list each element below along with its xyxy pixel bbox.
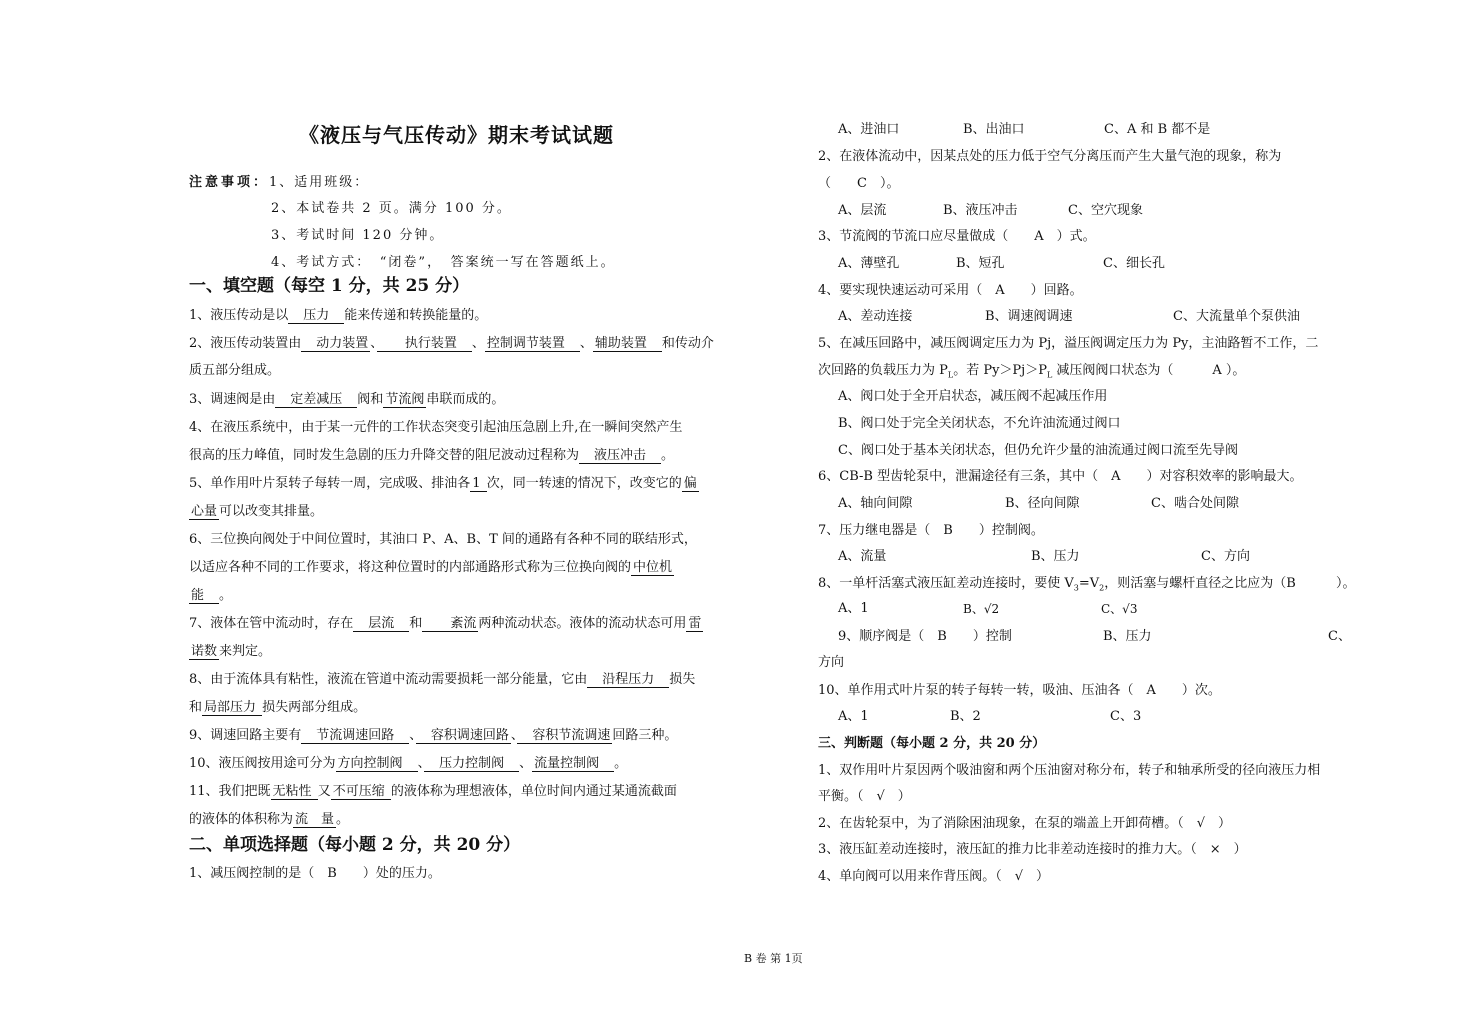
choice-q5-option-b: B、阀口处于完全关闭状态，不允许油流通过阀口 bbox=[838, 416, 1121, 431]
answer-blank: 容积节流调速 bbox=[519, 728, 611, 743]
answer-blank: 层流 bbox=[355, 616, 408, 631]
answer-blank: 无粘性 bbox=[272, 784, 316, 799]
choice-q9-stem: 9、顺序阀是（ B ）控制 B、压力 C、 bbox=[838, 629, 1351, 644]
fill-q4: 4、在液压系统中，由于某一元件的工作状态突变引起油压急剧上升,在一瞬间突然产生 bbox=[189, 420, 683, 435]
answer-blank: 液压冲击 bbox=[581, 448, 660, 463]
fill-q5-cont: 心量 可以改变其排量。 bbox=[191, 504, 324, 519]
choice-q9-cont: 方向 bbox=[818, 655, 845, 670]
notice-item-2: 2、本试卷共 2 页。满分 100 分。 bbox=[271, 201, 512, 216]
page-title: 《液压与气压传动》期末考试试题 bbox=[299, 123, 614, 147]
fill-q10: 10、液压阀按用途可分为 方向控制阀 、 压力控制阀 、 流量控制阀 。 bbox=[189, 756, 628, 771]
fill-q5: 5、单作用叶片泵转子每转一周，完成吸、排油各 1 次，同一转速的情况下，改变它的 偏 bbox=[189, 476, 697, 491]
choice-q6-options: A、轴向间隙 B、径向间隙 C、啮合处间隙 bbox=[838, 496, 1239, 511]
answer-blank: 偏 bbox=[683, 476, 697, 491]
judge-q1: 1、双作用叶片泵因两个吸油窗和两个压油窗对称分布，转子和轴承所受的径向液压力相 bbox=[818, 763, 1321, 778]
choice-q10-stem: 10、单作用式叶片泵的转子每转一转，吸油、压油各（ A ）次。 bbox=[818, 683, 1221, 698]
answer-blank: 执行装置 bbox=[378, 336, 470, 351]
fill-q7-cont: 诺数 来判定。 bbox=[191, 644, 272, 659]
notice-item-1: 注意事项：1、适用班级： bbox=[189, 175, 370, 190]
choice-q7-stem: 7、压力继电器是（ B ）控制阀。 bbox=[818, 523, 1044, 538]
choice-q2-stem: 2、在液体流动中，因某点处的压力低于空气分离压而产生大量气泡的现象，称为 bbox=[818, 149, 1282, 164]
notice-label: 注意事项： bbox=[189, 175, 270, 190]
choice-q5-option-c: C、阀口处于基本关闭状态，但仍允许少量的油流通过阀口流至先导阀 bbox=[838, 443, 1238, 458]
choice-q10-options: A、1 B、2 C、3 bbox=[838, 709, 1142, 724]
choice-q5-stem: 5、在减压回路中，减压阀调定压力为 Pj，溢压阀调定压力为 Py，主油路暂不工作，二 bbox=[818, 336, 1319, 351]
answer-blank: 控制调节装置 bbox=[486, 336, 578, 351]
judge-q3: 3、液压缸差动连接时，液压缸的推力比非差动连接时的推力大。（ × ） bbox=[818, 842, 1247, 857]
fill-q9: 9、调速回路主要有 节流调速回路 、 容积调速回路 、 容积节流调速 回路三种。 bbox=[189, 728, 678, 743]
choice-q5-stem-cont: 次回路的负载压力为 $P_L$。若 $Py>Pj>P_L$ 减压阀阀口状态为（ A ）。 bbox=[818, 363, 1246, 380]
choice-q8-options: A、1 B、√2 C、√3 bbox=[838, 601, 1138, 616]
choice-q1-stem: 1、减压阀控制的是（ B ）处的压力。 bbox=[189, 866, 441, 881]
answer-blank: 局部压力 bbox=[204, 700, 261, 715]
answer-blank: 诺数 bbox=[191, 644, 218, 659]
answer-blank: 紊流 bbox=[424, 616, 477, 631]
fill-q6-cont: 以适应各种不同的工作要求，将这种位置时的内部通路形式称为三位换向阀的 中位机 bbox=[189, 560, 673, 575]
fill-q3: 3、调速阀是由 定差减压 阀和 节流阀 串联而成的。 bbox=[189, 392, 505, 407]
fill-q4-cont: 很高的压力峰值，同时发生急剧的压力升降交替的阻尼波动过程称为 液压冲击 。 bbox=[189, 448, 675, 463]
fill-q11: 11、我们把既 无粘性 又 不可压缩 的液体称为理想液体，单位时间内通过某通流截面 bbox=[189, 784, 677, 799]
judge-q4: 4、单向阀可以用来作背压阀。（ √ ） bbox=[818, 869, 1050, 884]
answer-blank: 沿程压力 bbox=[589, 672, 668, 687]
choice-q2-options: A、层流 B、液压冲击 C、空穴现象 bbox=[838, 203, 1143, 218]
choice-q4-stem: 4、要实现快速运动可采用（ A ）回路。 bbox=[818, 283, 1083, 298]
answer-blank: 辅助装置 bbox=[594, 336, 660, 351]
choice-q7-options: A、流量 B、压力 C、方向 bbox=[838, 549, 1250, 564]
choice-q6-stem: 6、CB-B 型齿轮泵中，泄漏途径有三条，其中（ A ）对容积效率的影响最大。 bbox=[818, 469, 1303, 484]
answer-blank: 1 bbox=[472, 476, 485, 491]
answer-blank: 中位机 bbox=[633, 560, 673, 575]
answer-blank: 压力 bbox=[290, 308, 343, 323]
fill-q1: 1、液压传动是以 压力 能来传递和转换能量的。 bbox=[189, 308, 488, 323]
fill-q8: 8、由于流体具有粘性，液流在管道中流动需要损耗一部分能量，它由 沿程压力 损失 bbox=[189, 672, 696, 687]
fill-q8-cont: 和 局部压力 损失两部分组成。 bbox=[189, 700, 367, 715]
answer-blank: 压力控制阀 bbox=[426, 756, 518, 771]
section-2-heading: 二、单项选择题（每小题 2 分，共 20 分） bbox=[189, 835, 521, 855]
answer-blank: 雷 bbox=[688, 616, 702, 631]
answer-blank: 流 量 bbox=[295, 812, 335, 827]
notice-item-3: 3、考试时间 120 分钟。 bbox=[271, 228, 445, 243]
answer-blank: 动力装置 bbox=[303, 336, 369, 351]
fill-q11-cont: 的液体的体积称为 流 量 。 bbox=[189, 812, 350, 827]
page-footer: B 卷 第 1页 bbox=[744, 952, 803, 965]
answer-blank: 流量控制阀 bbox=[534, 756, 613, 771]
fill-q7: 7、液体在管中流动时，存在 层流 和 紊流 两种流动状态。液体的流动状态可用 雷 bbox=[189, 616, 702, 631]
choice-q8-stem: 8、一单杆活塞式液压缸差动连接时，要使 $V_3=V_2$，则活塞与螺杆直径之比应为（B ）。 bbox=[818, 576, 1356, 593]
answer-blank: 不可压缩 bbox=[332, 784, 389, 799]
notice-item-4: 4、考试方式： “闭卷”， 答案统一写在答题纸上。 bbox=[271, 255, 616, 270]
fill-q6-cont2: 能 。 bbox=[191, 588, 233, 603]
section-1-heading: 一、填空题（每空 1 分，共 25 分） bbox=[189, 276, 470, 296]
fill-q2: 2、液压传动装置由 动力装置 、 执行装置 、 控制调节装置 、 辅助装置 和传动介 bbox=[189, 336, 714, 351]
section-3-heading: 三、判断题（每小题 2 分，共 20 分） bbox=[818, 736, 1046, 751]
judge-q2: 2、在齿轮泵中，为了消除困油现象，在泵的端盖上开卸荷槽。（ √ ） bbox=[818, 816, 1232, 831]
choice-q5-option-a: A、阀口处于全开启状态，减压阀不起减压作用 bbox=[838, 389, 1108, 404]
choice-q2-stem-cont: （ C ）。 bbox=[818, 176, 900, 191]
answer-blank: 节流调速回路 bbox=[303, 728, 408, 743]
answer-blank: 节流阀 bbox=[385, 392, 425, 407]
fill-q2-cont: 质五部分组成。 bbox=[189, 363, 281, 378]
judge-q1-cont: 平衡。（ √ ） bbox=[818, 789, 911, 804]
answer-blank: 心量 bbox=[191, 504, 218, 519]
answer-blank: 定差减压 bbox=[277, 392, 356, 407]
fill-q6: 6、三位换向阀处于中间位置时，其油口 P、A、B、T 间的通路有各种不同的联结形式， bbox=[189, 532, 697, 547]
answer-blank: 容积调速回路 bbox=[417, 728, 509, 743]
answer-blank: 方向控制阀 bbox=[337, 756, 416, 771]
answer-blank: 能 bbox=[191, 588, 218, 603]
choice-q3-stem: 3、节流阀的节流口应尽量做成（ A ）式。 bbox=[818, 229, 1096, 244]
choice-q1-options: A、进油口 B、出油口 C、A 和 B 都不是 bbox=[838, 122, 1211, 137]
choice-q4-options: A、差动连接 B、调速阀调速 C、大流量单个泵供油 bbox=[838, 309, 1300, 324]
choice-q3-options: A、薄壁孔 B、短孔 C、细长孔 bbox=[838, 256, 1165, 271]
